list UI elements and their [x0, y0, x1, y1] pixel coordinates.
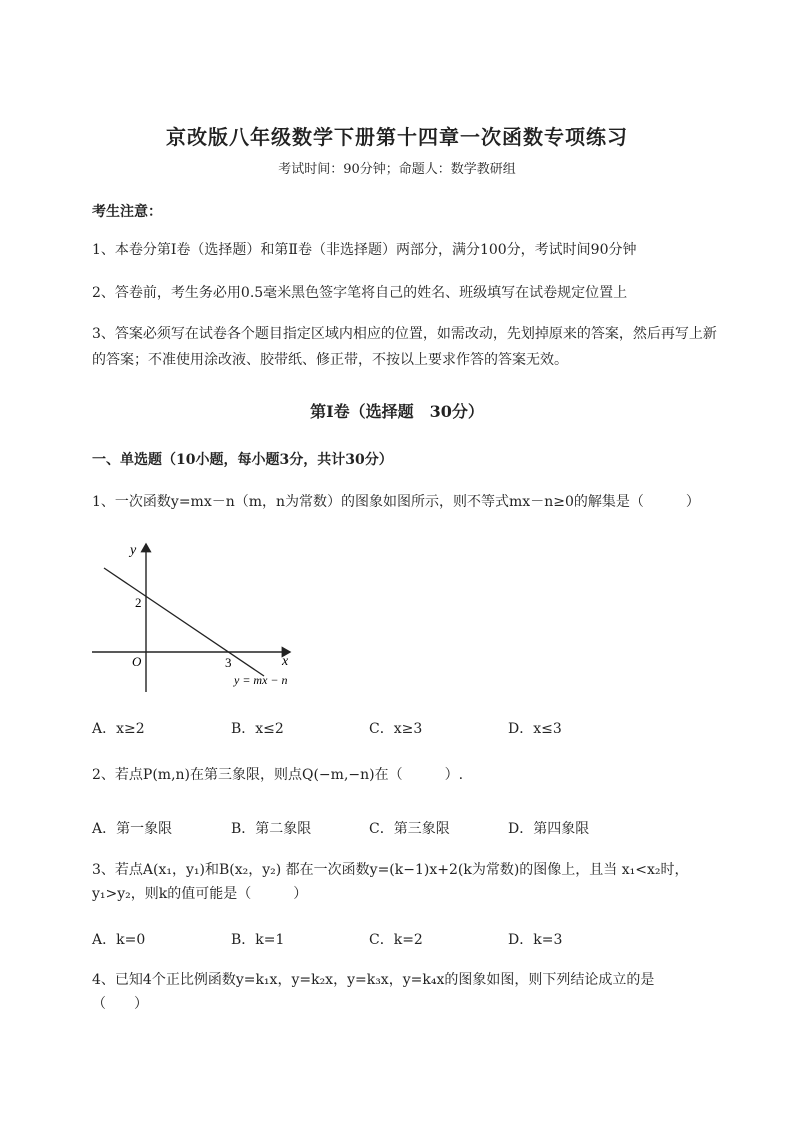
q1-option-a: A．x≥2 [92, 721, 145, 737]
q3-option-a: A．k=0 [92, 932, 146, 948]
notice-item-3: 3、答案必须写在试卷各个题目指定区域内相应的位置，如需改动，先划掉原来的答案，然后再写上新 [92, 326, 717, 342]
linear-function-graph [86, 536, 306, 696]
question-3-text-cont: y₁>y₂，则k的值可能是（ ） [92, 886, 308, 902]
question-1-text: 1、一次函数y=mx－n（m，n为常数）的图象如图所示，则不等式mx－n≥0的解集是（ ） [92, 494, 700, 510]
function-line [104, 568, 264, 676]
y-axis-label: y [130, 543, 137, 558]
q3-option-d: D．k=3 [508, 932, 563, 948]
question-2-text: 2、若点P(m,n)在第三象限，则点Q(−m,−n)在（ ）. [92, 767, 464, 783]
notice-item-2: 2、答卷前，考生务必用0.5毫米黑色签字笔将自己的姓名、班级填写在试卷规定位置上 [92, 285, 628, 301]
q2-option-a: A．第一象限 [92, 821, 173, 837]
line-equation-label: y = mx − n [234, 673, 288, 687]
question-4-text-cont: （ ） [92, 996, 148, 1012]
origin-label: O [132, 654, 142, 669]
q1-option-c: C．x≥3 [369, 721, 423, 737]
q2-option-b: B．第二象限 [231, 821, 312, 837]
notice-item-1: 1、本卷分第I卷（选择题）和第Ⅱ卷（非选择题）两部分，满分100分，考试时间90分钟 [92, 242, 637, 258]
question-4-text: 4、已知4个正比例函数y=k₁x，y=k₂x，y=k₃x，y=k₄x的图象如图，则下列结论成立的是 [92, 972, 655, 988]
page-title: 京改版八年级数学下册第十四章一次函数专项练习 [166, 125, 628, 149]
section-title: 第I卷（选择题 30分） [310, 402, 484, 421]
exam-info: 考试时间：90分钟；命题人：数学教研组 [278, 162, 516, 177]
part-heading: 一、单选题（10小题，每小题3分，共计30分） [92, 452, 393, 468]
x-intercept-label: 3 [225, 655, 232, 670]
q2-option-c: C．第三象限 [369, 821, 450, 837]
q3-option-c: C．k=2 [369, 932, 423, 948]
q1-option-b: B．x≤2 [231, 721, 284, 737]
notice-heading: 考生注意： [92, 204, 162, 220]
q3-option-b: B．k=1 [231, 932, 285, 948]
q1-option-d: D．x≤3 [508, 721, 562, 737]
q2-option-d: D．第四象限 [508, 821, 590, 837]
y-intercept-label: 2 [135, 595, 142, 610]
question-3-text: 3、若点A(x₁，y₁)和B(x₂，y₂) 都在一次函数y=(k−1)x+2(k为常数)的图像上，且当 x₁<x₂时， [92, 862, 689, 878]
x-axis-label: x [282, 654, 289, 669]
notice-item-3-cont: 的答案；不准使用涂改液、胶带纸、修正带，不按以上要求作答的答案无效。 [92, 352, 568, 368]
